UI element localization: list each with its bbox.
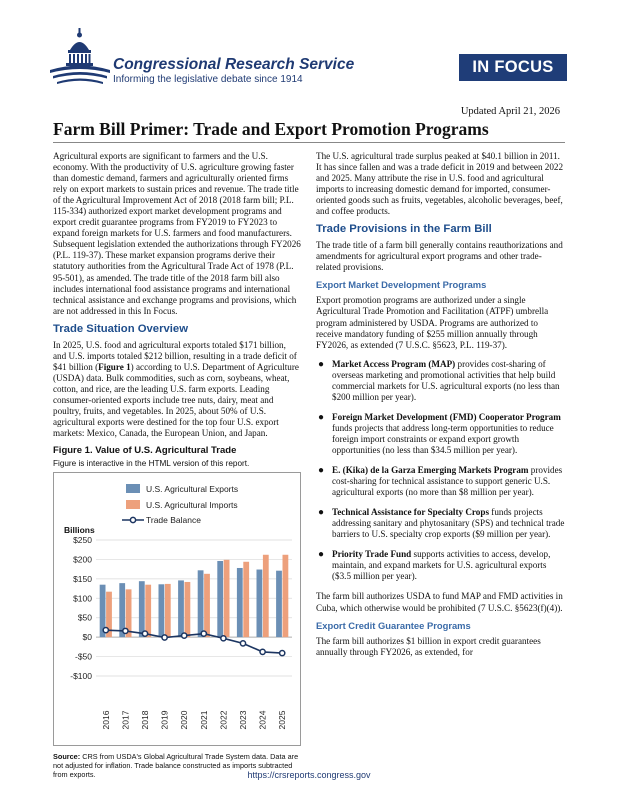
exports-bar	[237, 568, 243, 637]
cuba-paragraph: The farm bill authorizes USDA to fund MAP and FMD activities in Cuba, which otherwise would be prohibited (7 U.S.C. §5623(f)(4)).	[316, 591, 563, 613]
y-tick-label: -$50	[74, 651, 92, 662]
x-tick-label: 2019	[159, 710, 170, 730]
figure-note: Figure is interactive in the HTML version of this report.	[53, 459, 250, 469]
exports-bar	[139, 581, 145, 637]
y-tick-label: $200	[73, 554, 92, 565]
trade-balance-point	[240, 641, 245, 646]
y-tick-label: $150	[73, 573, 92, 584]
legend-marker-balance	[130, 518, 135, 523]
section-heading-trade-situation: Trade Situation Overview	[53, 322, 188, 335]
imports-bar	[204, 574, 210, 637]
y-tick-label: -$100	[70, 671, 92, 682]
trade-balance-point	[123, 628, 128, 633]
list-item: ● Market Access Program (MAP) provides cost-sharing of overseas marketing and promotional activities that help build commercial markets for U.S. agricultural exports (no less than $200 million per year).	[318, 358, 560, 402]
atpf-paragraph: Export promotion programs are authorized under a single Agricultural Trade Promotion and Facilitation (ATPF) umbrella program administered by USDA. Programs are authorized to receive mandatory funding of $255 million annually through FY2026, as extended (7 U.S.C. §5623, P.L. 119-37).	[316, 295, 549, 350]
bullet-icon: ●	[318, 507, 325, 519]
figure-1-reference[interactable]: Figure 1	[98, 361, 131, 372]
capitol-dome-icon	[50, 28, 110, 86]
exports-bar	[159, 584, 165, 637]
imports-bar	[243, 562, 249, 637]
y-axis-label: Billions	[64, 525, 95, 536]
in-focus-badge: IN FOCUS	[459, 54, 567, 81]
surplus-paragraph: The U.S. agricultural trade surplus peaked at $40.1 billion in 2011. It has since fallen and was a trade deficit in 2019 and between 2022 and 2025. Many attribute the rise in U.S. food and agricultural imports to increasing domestic demand for imported, consumer-oriented goods such as fruits, vegetables, alcoholic beverages, beef, and coffee products.	[316, 151, 564, 217]
list-item: ● E. (Kika) de la Garza Emerging Markets Program provides cost-sharing for technical assistance to support generic U.S. agricultural exports (no more than $8 million per year).	[318, 465, 563, 498]
trade-balance-point	[142, 631, 147, 636]
legend-label-exports: U.S. Agricultural Exports	[146, 484, 239, 495]
trade-situation-paragraph: In 2025, U.S. food and agricultural exports totaled $171 billion, and U.S. imports totaled $212 billion, resulting in a trade deficit of $41 billion (Figure 1) according to U.S. Department of Agriculture (USDA) data. Bulk commodities, such as corn, soybeans, wheat, cotton, and rice, are the leading U.S. farm exports. Leading consumer-oriented exports include tree nuts, dairy, meat and poultry, fruits, and vegetables. In 2025, about 50% of U.S. agricultural exports were destined for the top four U.S. export markets: Mexico, Canada, the European Union, and Japan.	[53, 339, 299, 439]
org-tagline: Informing the legislative debate since 1914	[113, 74, 303, 85]
legend-label-imports: U.S. Agricultural Imports	[146, 500, 238, 511]
section-heading-trade-provisions: Trade Provisions in the Farm Bill	[316, 223, 492, 236]
exports-bar	[178, 581, 184, 638]
list-item: ● Priority Trade Fund supports activities to access, develop, maintain, and expand markets for U.S. agricultural exports ($3.5 million per year).	[318, 549, 551, 582]
y-tick-label: $100	[73, 593, 92, 604]
bullet-icon: ●	[318, 549, 325, 561]
legend-swatch-exports	[126, 484, 140, 493]
exports-bar	[217, 561, 223, 637]
trade-balance-point	[162, 635, 167, 640]
x-tick-label: 2016	[100, 710, 111, 730]
page-title: Farm Bill Primer: Trade and Export Promotion Programs	[53, 119, 489, 139]
figure-source: Source: CRS from USDA's Global Agricultural Trade System data. Data are not adjusted for inflation. Trade balance constructed as imports subtracted from exports.	[53, 752, 299, 780]
imports-bar	[263, 555, 269, 637]
x-tick-label: 2018	[140, 710, 150, 730]
intro-paragraph: Agricultural exports are significant to farmers and the U.S. economy. With the productivity of U.S. agriculture growing faster than domestic demand, farmers and agriculturally oriented firms rely on export markets to sustain prices and revenue. The trade title of the Agricultural Improvement Act of 2018 (2018 farm bill; P.L. 115-334) authorized export market development programs and export credit guarantee programs from FY2019 to FY2023 to expand foreign markets for U.S. farmers and food manufacturers. Subsequent legislation extended the authorizations through FY2026 (P.L. 119-37). These market expansion programs derive their statutory authorities from the Agricultural Trade Act of 1978 (P.L. 95-501), as amended. The trade title of the 2018 farm bill also includes international food assistance programs and international technical assistance and exchange programs and provisions, which are not addressed in this In Focus.	[53, 151, 301, 316]
trade-title-paragraph: The trade title of a farm bill generally contains reauthorizations and amendments for agricultural export programs and other trade-related provisions.	[316, 240, 563, 273]
figure-title: Figure 1. Value of U.S. Agricultural Trade	[53, 445, 237, 457]
x-tick-label: 2020	[179, 710, 190, 730]
trade-balance-point	[103, 628, 108, 633]
exports-bar	[276, 571, 282, 637]
right-column	[316, 151, 565, 664]
legend-swatch-imports	[126, 500, 140, 509]
y-tick-label: $50	[77, 612, 92, 623]
subheading-export-market-development: Export Market Development Programs	[316, 279, 487, 291]
x-tick-label: 2022	[218, 710, 229, 730]
updated-date: Updated April 21, 2026	[460, 106, 560, 117]
imports-bar	[165, 584, 171, 637]
trade-chart[interactable]	[53, 472, 301, 746]
x-tick-label: 2023	[238, 710, 248, 730]
imports-bar	[283, 555, 289, 637]
trade-balance-line	[106, 630, 282, 653]
trade-balance-point	[201, 631, 206, 636]
exports-bar	[198, 570, 204, 637]
legend-label-balance: Trade Balance	[146, 515, 201, 526]
program-list	[316, 359, 565, 583]
exports-bar	[257, 570, 263, 638]
trade-balance-point	[221, 636, 226, 641]
x-tick-label: 2024	[257, 710, 268, 730]
x-tick-label: 2025	[277, 710, 288, 730]
bullet-icon: ●	[318, 358, 325, 370]
trade-balance-point	[280, 651, 285, 656]
footer-url[interactable]: https://crsreports.congress.gov	[247, 770, 371, 780]
y-tick-label: $0	[82, 632, 92, 643]
list-item: ● Foreign Market Development (FMD) Cooperator Program funds projects that address long-term opportunities to reduce foreign import constraints or expand export growth opportunities (no less than $34.5 million per year).	[318, 411, 561, 455]
imports-bar	[224, 560, 230, 637]
x-tick-label: 2021	[198, 710, 209, 730]
x-tick-label: 2017	[120, 710, 131, 730]
credit-paragraph: The farm bill authorizes $1 billion in export credit guarantees annually through FY2026, as extended, for	[316, 635, 541, 657]
trade-chart-svg	[54, 473, 300, 745]
subheading-export-credit: Export Credit Guarantee Programs	[316, 619, 471, 631]
imports-bar	[185, 582, 191, 637]
imports-bar	[145, 585, 151, 637]
bullet-icon: ●	[318, 411, 325, 423]
trade-balance-point	[260, 649, 265, 654]
report-header	[0, 0, 618, 96]
list-item: ● Technical Assistance for Specialty Crops funds projects addressing sanitary and phytosanitary (SPS) and technical trade barriers to U.S. specialty crop exports ($9 million per year).	[318, 507, 565, 540]
bullet-icon: ●	[318, 465, 325, 477]
left-column	[53, 151, 301, 779]
title-divider	[53, 142, 565, 143]
trade-balance-point	[182, 633, 187, 638]
org-name: Congressional Research Service	[113, 56, 355, 73]
y-tick-label: $250	[73, 535, 92, 546]
